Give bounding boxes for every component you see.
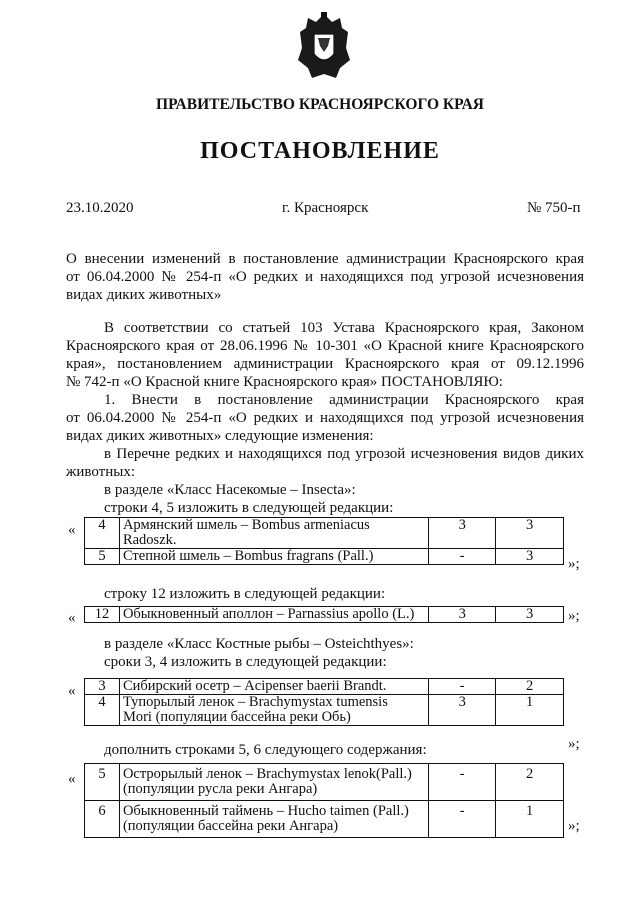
table-row xyxy=(85,695,564,726)
table-row xyxy=(85,764,564,801)
subject-line: видах диких животных» xyxy=(66,287,222,303)
species-name: Сибирский осетр – Acipenser baerii Brandt. xyxy=(119,679,428,695)
open-quote: « xyxy=(68,610,76,626)
body-line: края», постановлением администрации Красноярского края от 09.12.1996 xyxy=(66,356,584,372)
table-row xyxy=(85,549,564,565)
document-number: № 750-п xyxy=(527,200,581,216)
species-name: Армянский шмель – Bombus armeniacus Radoszk. xyxy=(119,518,428,549)
body-line: № 742-п «О Красной книге Красноярского края» ПОСТАНОВЛЯЮ: xyxy=(66,374,503,390)
body-line: 1. Внести в постановление администрации Красноярского края xyxy=(104,392,584,408)
open-quote: « xyxy=(68,683,76,699)
species-table-2 xyxy=(84,606,564,623)
status-a: - xyxy=(429,549,496,565)
body-line: от 06.04.2000 № 254-п «О редких и находящихся под угрозой исчезновения xyxy=(66,410,584,426)
status-b: 2 xyxy=(496,679,564,695)
status-a: - xyxy=(429,801,496,838)
body-line: Красноярского края от 28.06.1996 № 10-301 «О Красной книге Красноярского xyxy=(66,338,584,354)
instruction-line: строку 12 изложить в следующей редакции: xyxy=(104,586,386,602)
row-number: 3 xyxy=(85,679,120,695)
open-quote: « xyxy=(68,771,76,787)
status-a: 3 xyxy=(429,695,496,726)
row-number: 6 xyxy=(85,801,120,838)
status-a: 3 xyxy=(429,518,496,549)
species-table-4 xyxy=(84,763,564,838)
table-row xyxy=(85,801,564,838)
section-heading: в разделе «Класс Насекомые – Insecta»: xyxy=(104,482,356,498)
instruction-line: строки 4, 5 изложить в следующей редакции: xyxy=(104,500,394,516)
instruction-line: сроки 3, 4 изложить в следующей редакции: xyxy=(104,654,387,670)
status-a: - xyxy=(429,679,496,695)
document-type: ПОСТАНОВЛЕНИЕ xyxy=(200,138,440,164)
species-name: Острорылый ленок – Brachymystax lenok(Pall.) (популяции русла реки Ангара) xyxy=(119,764,428,801)
species-name: Обыкновенный таймень – Hucho taimen (Pall.) (популяции бассейна реки Ангара) xyxy=(119,801,428,838)
row-number: 12 xyxy=(85,607,120,623)
table-row xyxy=(85,518,564,549)
document-date: 23.10.2020 xyxy=(66,200,134,216)
species-name: Степной шмель – Bombus fragrans (Pall.) xyxy=(119,549,428,565)
row-number: 5 xyxy=(85,549,120,565)
status-a: 3 xyxy=(429,607,496,623)
row-number: 4 xyxy=(85,518,120,549)
status-b: 3 xyxy=(496,518,564,549)
coat-of-arms-emblem xyxy=(296,12,352,82)
table-row xyxy=(85,679,564,695)
status-b: 1 xyxy=(496,801,564,838)
species-name: Обыкновенный аполлон – Parnassius apollo (L.) xyxy=(119,607,428,623)
government-title: ПРАВИТЕЛЬСТВО КРАСНОЯРСКОГО КРАЯ xyxy=(156,96,484,113)
close-quote: »; xyxy=(568,736,580,752)
instruction-line: дополнить строками 5, 6 следующего содержания: xyxy=(104,742,427,758)
species-name: Тупорылый ленок – Brachymystax tumensis Mori (популяции бассейна реки Обь) xyxy=(119,695,428,726)
species-table-3 xyxy=(84,678,564,726)
status-a: - xyxy=(429,764,496,801)
close-quote: »; xyxy=(568,818,580,834)
subject-line: от 06.04.2000 № 254-п «О редких и находящихся под угрозой исчезновения xyxy=(66,269,584,285)
status-b: 2 xyxy=(496,764,564,801)
status-b: 3 xyxy=(496,549,564,565)
row-number: 4 xyxy=(85,695,120,726)
section-heading: в разделе «Класс Костные рыбы – Osteichthyes»: xyxy=(104,636,414,652)
document-city: г. Красноярск xyxy=(282,200,369,216)
body-line: животных: xyxy=(66,464,136,480)
open-quote: « xyxy=(68,522,76,538)
species-table-1 xyxy=(84,517,564,565)
body-line: в Перечне редких и находящихся под угрозой исчезновения видов диких xyxy=(104,446,584,462)
body-line: В соответствии со статьей 103 Устава Красноярского края, Законом xyxy=(104,320,584,336)
close-quote: »; xyxy=(568,608,580,624)
subject-line: О внесении изменений в постановление администрации Красноярского края xyxy=(66,251,584,267)
body-line: видах диких животных» следующие изменения: xyxy=(66,428,374,444)
row-number: 5 xyxy=(85,764,120,801)
table-row xyxy=(85,607,564,623)
status-b: 3 xyxy=(496,607,564,623)
status-b: 1 xyxy=(496,695,564,726)
close-quote: »; xyxy=(568,556,580,572)
